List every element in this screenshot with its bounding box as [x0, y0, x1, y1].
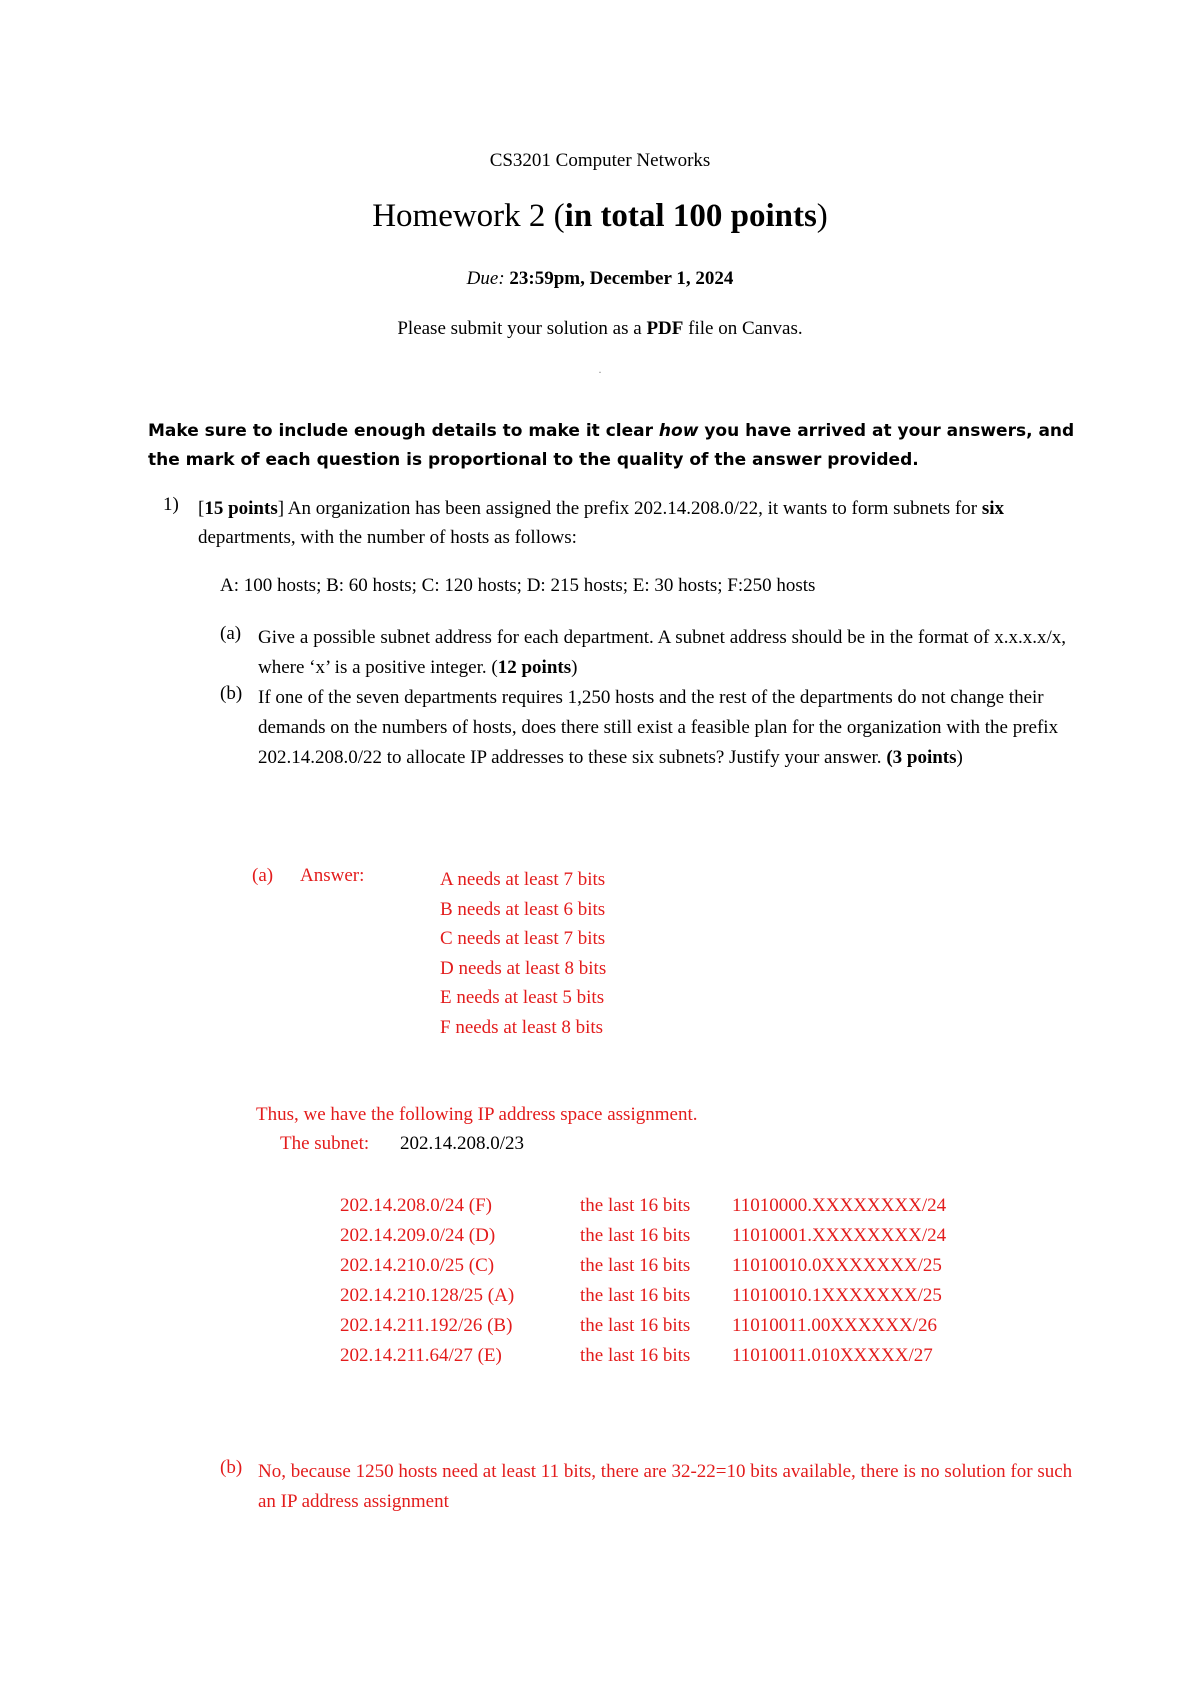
- subquestion-b-close: ): [956, 747, 963, 768]
- subquestion-a-label: (a): [220, 623, 242, 644]
- row-binary: 11010010.0XXXXXXX/25: [732, 1255, 942, 1276]
- answer-a-label: (a): [252, 865, 274, 886]
- answer-b-text: No, because 1250 hosts need at least 11 bits, there are 32-22=10 bits available, there is no solution for such an IP address assignment: [258, 1461, 1073, 1512]
- due-label: Due:: [466, 268, 505, 289]
- bits-item: F needs at least 8 bits: [440, 1016, 604, 1038]
- subquestion-a-text: [258, 623, 1066, 683]
- title-suffix: ): [816, 198, 828, 234]
- bits-item: C needs at least 7 bits: [440, 928, 606, 949]
- submit-suffix: file on Canvas.: [683, 318, 803, 339]
- bits-list: [440, 865, 606, 1042]
- separator-dot: .: [598, 362, 602, 376]
- instructions: [148, 417, 1078, 475]
- answer-a-word: Answer:: [300, 865, 365, 886]
- course-title: CS3201 Computer Networks: [489, 150, 711, 171]
- row-description: the last 16 bits: [580, 1345, 691, 1366]
- points-bold: 15 points: [204, 498, 278, 519]
- question-number: 1): [163, 494, 179, 515]
- row-binary: 11010010.1XXXXXXX/25: [732, 1285, 942, 1306]
- row-binary: 11010001.XXXXXXXX/24: [732, 1225, 947, 1246]
- instructions-emph: how: [658, 421, 699, 441]
- row-address: 202.14.208.0/24 (F): [340, 1195, 492, 1216]
- subquestion-b-text: [258, 683, 1078, 773]
- hosts-list: A: 100 hosts; B: 60 hosts; C: 120 hosts; D: 215 hosts; E: 30 hosts; F:250 hosts: [220, 575, 816, 596]
- assignment-intro: Thus, we have the following IP address space assignment.: [256, 1104, 698, 1125]
- instructions-part2: you have arrived at your answers, and the mark of each question is proportional to the quality of the answer provided.: [148, 421, 1075, 470]
- question-text-1: An organization has been assigned the prefix 202.14.208.0/22, it wants to form subnets for: [284, 498, 982, 519]
- title-prefix: Homework 2 (: [372, 198, 565, 234]
- row-description: the last 16 bits: [580, 1225, 691, 1246]
- submission-note: [0, 318, 1200, 340]
- answer-b-label: (b): [220, 1457, 243, 1478]
- row-address: 202.14.211.192/26 (B): [340, 1315, 513, 1336]
- row-address: 202.14.210.128/25 (A): [340, 1285, 515, 1306]
- bits-item: A needs at least 7 bits: [440, 869, 606, 890]
- subquestion-b-points: (3 points: [886, 747, 957, 768]
- row-binary: 11010011.010XXXXX/27: [732, 1345, 933, 1366]
- subnet-label: The subnet:: [280, 1133, 370, 1154]
- bits-item: E needs at least 5 bits: [440, 987, 605, 1008]
- row-address: 202.14.211.64/27 (E): [340, 1345, 502, 1366]
- points-open: [: [198, 498, 205, 519]
- subnet-value: 202.14.208.0/23: [400, 1133, 525, 1154]
- submit-bold: PDF: [646, 318, 684, 339]
- row-description: the last 16 bits: [580, 1255, 691, 1276]
- points-close: ]: [277, 498, 285, 519]
- subquestion-a-close: ): [571, 657, 578, 678]
- title-bold: in total 100 points: [564, 198, 817, 234]
- subquestion-a-body: Give a possible subnet address for each department. A subnet address should be in the format of x.x.x.x/x, where ‘x’ is a positive integer. (: [258, 627, 1066, 678]
- subquestion-b-body: If one of the seven departments requires 1,250 hosts and the rest of the departments do not change their demands on the numbers of hosts, does there still exist a feasible plan for the organization with the prefix 202.14.208.0/22 to allocate IP addresses to these six subnets? Justify your answer.: [258, 687, 1059, 768]
- instructions-part1: Make sure to include enough details to make it clear: [148, 421, 659, 441]
- question-1-text: [198, 494, 1058, 552]
- homework-title: [0, 198, 1200, 235]
- row-address: 202.14.210.0/25 (C): [340, 1255, 495, 1276]
- six-bold: six: [981, 498, 1005, 519]
- subquestion-b-label: (b): [220, 683, 243, 704]
- subquestion-a-points: 12 points: [497, 657, 572, 678]
- bits-item: B needs at least 6 bits: [440, 898, 606, 920]
- row-binary: 11010011.00XXXXXX/26: [732, 1315, 937, 1336]
- row-description: the last 16 bits: [580, 1315, 691, 1336]
- row-description: the last 16 bits: [580, 1195, 691, 1216]
- row-address: 202.14.209.0/24 (D): [340, 1225, 496, 1246]
- row-binary: 11010000.XXXXXXXX/24: [732, 1195, 947, 1216]
- due-date: [0, 268, 1200, 290]
- row-description: the last 16 bits: [580, 1285, 691, 1306]
- due-value: 23:59pm, December 1, 2024: [509, 268, 734, 289]
- question-text-2: departments, with the number of hosts as follows:: [198, 527, 577, 548]
- submit-prefix: Please submit your solution as a: [397, 318, 647, 339]
- bits-item: D needs at least 8 bits: [440, 957, 607, 979]
